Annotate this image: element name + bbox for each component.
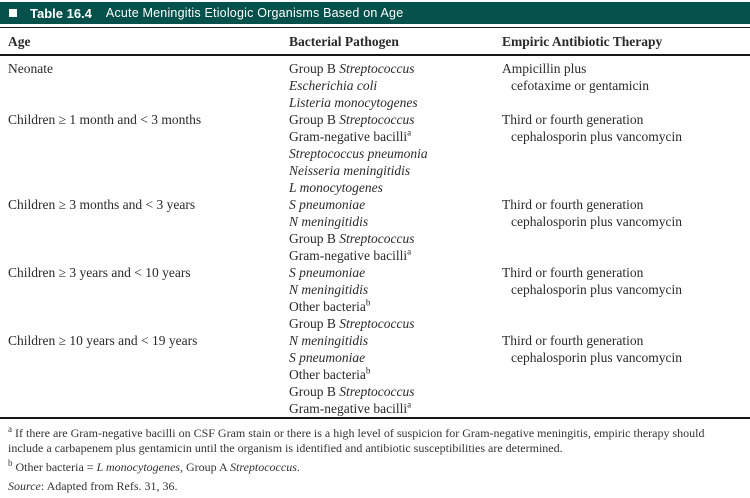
- therapy-line: cefotaxime or gentamicin: [511, 78, 649, 93]
- footnote: $^a$ If there are Gram-negative bacilli on CSF Gram stain or there is a high level of suspicion for Gram-negative meningitis, empiric therapy should include a carbapenem plus gentamicin until the organism is identified and antibiotic susceptibilities are determined.: [8, 424, 705, 455]
- table-title-bar: [0, 2, 750, 24]
- pathogen-line: Neisseria meningitidis: [289, 163, 411, 178]
- table-row: [0, 332, 750, 417]
- therapy-line: Third or fourth generation: [502, 112, 644, 127]
- therapy-cell: [502, 111, 742, 196]
- table-row: [0, 196, 750, 264]
- pathogen-cell: [289, 60, 502, 111]
- age-cell: Children ≥ 1 month and < 3 months: [8, 112, 202, 127]
- pathogen-line: Group B Streptococcus: [289, 61, 415, 76]
- pathogen-line: L monocytogenes: [289, 180, 383, 195]
- therapy-line: cephalosporin plus vancomycin: [511, 282, 682, 297]
- table-number-label: Table 16.4: [30, 5, 92, 21]
- square-bullet-icon: [9, 9, 17, 17]
- therapy-cell: [502, 60, 742, 111]
- pathogen-line: S pneumoniae: [289, 265, 366, 280]
- age-cell: Children ≥ 3 months and < 3 years: [8, 197, 196, 212]
- therapy-line: Third or fourth generation: [502, 265, 644, 280]
- age-cell: Children ≥ 10 years and < 19 years: [8, 333, 198, 348]
- therapy-line: cephalosporin plus vancomycin: [511, 350, 682, 365]
- pathogen-line: Group B Streptococcus: [289, 112, 415, 127]
- therapy-line: cephalosporin plus vancomycin: [511, 214, 682, 229]
- column-header-age: Age: [8, 34, 31, 49]
- therapy-cell: [502, 264, 742, 332]
- therapy-line: cephalosporin plus vancomycin: [511, 129, 682, 144]
- column-header-therapy: Empiric Antibiotic Therapy: [502, 34, 663, 49]
- pathogen-line: Other bacteria$^b$: [289, 365, 371, 382]
- footnote-marker: a: [8, 424, 12, 434]
- pathogen-line: Escherichia coli: [289, 78, 378, 93]
- table-body: [0, 56, 750, 417]
- table-row: [0, 264, 750, 332]
- age-cell: Neonate: [8, 61, 53, 76]
- table-row: [0, 60, 750, 111]
- therapy-cell: [502, 196, 742, 264]
- pathogen-cell: [289, 264, 502, 332]
- pathogen-line: Gram-negative bacilli$^a$: [289, 399, 412, 416]
- column-header-row: [0, 28, 750, 54]
- pathogen-line: Group B Streptococcus: [289, 231, 415, 246]
- age-cell: Children ≥ 3 years and < 10 years: [8, 265, 191, 280]
- pathogen-line: Listeria monocytogenes: [289, 95, 418, 110]
- pathogen-cell: [289, 111, 502, 196]
- pathogen-line: Streptococcus pneumonia: [289, 146, 428, 161]
- therapy-line: Ampicillin plus: [502, 61, 587, 76]
- column-header-pathogen: Bacterial Pathogen: [289, 34, 399, 49]
- table-title: Acute Meningitis Etiologic Organisms Based on Age: [105, 6, 404, 20]
- therapy-line: Third or fourth generation: [502, 197, 644, 212]
- pathogen-line: S pneumoniae: [289, 350, 366, 365]
- pathogen-line: Gram-negative bacilli$^a$: [289, 246, 412, 263]
- table-row: [0, 111, 750, 196]
- pathogen-cell: [289, 332, 502, 417]
- pathogen-line: Group B Streptococcus: [289, 384, 415, 399]
- therapy-line: Third or fourth generation: [502, 333, 644, 348]
- footnotes: [0, 419, 750, 475]
- pathogen-line: N meningitidis: [289, 333, 369, 348]
- footnote: $^b$ Other bacteria = L monocytogenes, Group A Streptococcus.: [8, 458, 300, 474]
- pathogen-line: Gram-negative bacilli$^a$: [289, 127, 412, 144]
- footnote-marker: b: [8, 458, 13, 468]
- source-line: Source: Adapted from Refs. 31, 36.: [8, 479, 178, 493]
- pathogen-line: N meningitidis: [289, 282, 369, 297]
- therapy-cell: [502, 332, 742, 417]
- pathogen-line: N meningitidis: [289, 214, 369, 229]
- pathogen-line: Group B Streptococcus: [289, 316, 415, 331]
- pathogen-line: S pneumoniae: [289, 197, 366, 212]
- pathogen-cell: [289, 196, 502, 264]
- pathogen-line: Other bacteria$^b$: [289, 297, 371, 314]
